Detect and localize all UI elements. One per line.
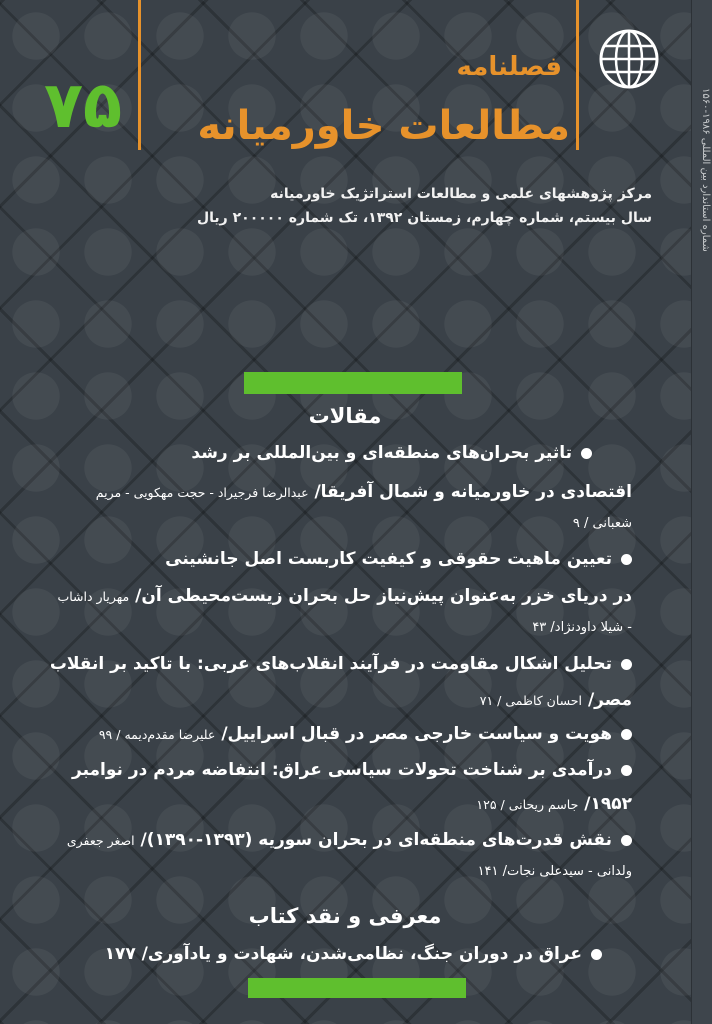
- article-6-line-2: ولدانی - سیدعلی نجات/ ۱۴۱: [477, 864, 632, 879]
- article-5-line-2: ۱۹۵۲/ جاسم ریحانی / ۱۲۵: [476, 794, 632, 814]
- article-2-line-1: تعیین ماهیت حقوقی و کیفیت کاربست اصل جانشینی: [32, 549, 632, 569]
- globe-logo-icon: [598, 28, 660, 90]
- bullet-dot-icon: [581, 448, 592, 459]
- orange-divider-right: [576, 0, 579, 150]
- bullet-dot-icon: [621, 554, 632, 565]
- bullet-dot-icon: [591, 949, 602, 960]
- publisher-line: مرکز پژوهشهای علمی و مطالعات استراتژیک خاورمیانه: [270, 186, 652, 202]
- green-bar-top: [244, 372, 462, 394]
- article-2-line-2: در دریای خزر به‌عنوان پیش‌نیاز حل بحران زیست‌محیطی آن/ مهریار داشاب: [57, 586, 632, 606]
- cover-spine: [691, 0, 712, 1024]
- article-1-line-2: اقتصادی در خاورمیانه و شمال آفریقا/ عبدالرضا فرجیراد - حجت مهکویی - مریم: [95, 482, 632, 502]
- series-label: فصلنامه: [456, 52, 562, 82]
- article-1-line-3: شعبانی / ۹: [572, 516, 632, 531]
- article-3-line-2: مصر/ احسان کاظمی / ۷۱: [479, 690, 632, 710]
- article-1-line-1: تاثیر بحران‌های منطقه‌ای و بین‌المللی بر رشد: [72, 443, 592, 463]
- bullet-dot-icon: [621, 659, 632, 670]
- article-3-line-1: تحلیل اشکال مقاومت در فرآیند انقلاب‌های عربی: با تاکید بر انقلاب: [12, 654, 632, 674]
- article-4-line-1: هویت و سیاست خارجی مصر در قبال اسراییل/ علیرضا مقدم‌دیمه / ۹۹: [32, 724, 632, 744]
- bullet-dot-icon: [621, 765, 632, 776]
- issue-number: ۷۵: [43, 69, 123, 143]
- bullet-dot-icon: [621, 729, 632, 740]
- bullet-dot-icon: [621, 835, 632, 846]
- articles-heading: مقالات: [308, 404, 382, 428]
- review-1-line-1: عراق در دوران جنگ، نظامی‌شدن، شهادت و یادآوری/ ۱۷۷: [22, 944, 602, 964]
- reviews-heading: معرفی و نقد کتاب: [248, 904, 442, 928]
- article-2-line-3: - شیلا داودنژاد/ ۴۳: [532, 620, 632, 635]
- issue-info-line: سال بیستم، شماره چهارم، زمستان ۱۳۹۲، تک شماره ۲۰۰۰۰۰ ریال: [197, 210, 652, 226]
- article-5-line-1: درآمدی بر شناخت تحولات سیاسی عراق: انتفاضه مردم در نوامبر: [12, 760, 632, 780]
- article-6-line-1: نقش قدرت‌های منطقه‌ای در بحران سوریه (۱۳۹۳-۱۳۹۰)/ اصغر جعفری: [12, 830, 632, 850]
- green-bar-bottom: [248, 978, 466, 998]
- journal-title: مطالعات خاورمیانه: [197, 103, 570, 149]
- spine-issn-text: شماره استاندارد بین المللی ۱۹۸۶-۱۵۶۰: [700, 88, 711, 252]
